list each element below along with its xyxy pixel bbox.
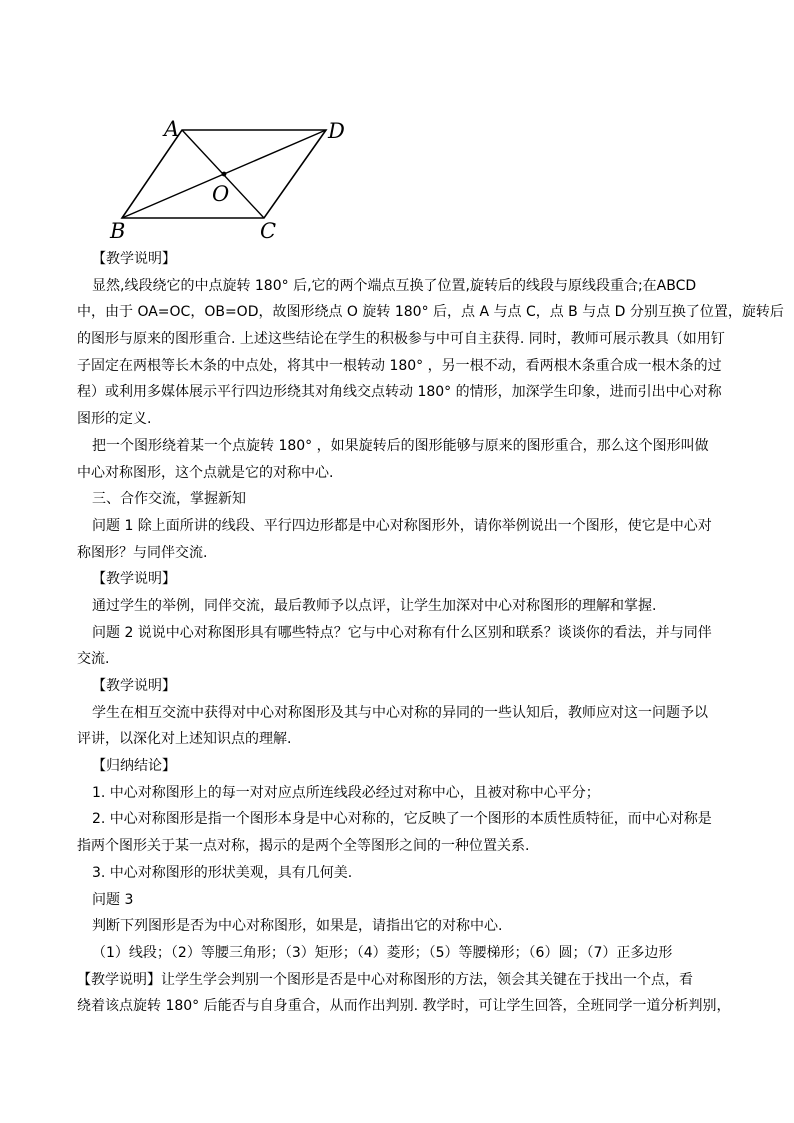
text-line: 通过学生的举例，同伴交流，最后教师予以点评，让学生加深对中心对称图形的理解和掌握. <box>92 597 657 614</box>
vertex-label-c: C <box>260 219 277 243</box>
text-line: 绕着该点旋转 180° 后能否与自身重合，从而作出判别. 教学时，可让学生回答，全班同学一道分析判别， <box>77 998 731 1015</box>
text-line: 子固定在两根等长木条的中点处，将其中一根转动 180° ，另一根不动，看两根木条重合成一根木条的过 <box>77 357 722 374</box>
text-line: 称图形？与同伴交流. <box>77 544 208 561</box>
text-line: 评讲，以深化对上述知识点的理解. <box>77 731 292 748</box>
text-line: 把一个图形绕着某一个点旋转 180° ，如果旋转后的图形能够与原来的图形重合，那么这个图形叫做 <box>92 437 709 454</box>
text-line: 指两个图形关于某一点对称，揭示的是两个全等图形之间的一种位置关系. <box>77 838 530 855</box>
vertex-label-d: D <box>328 119 345 143</box>
text-line: 中，由于 OA=OC，OB=OD，故图形绕点 O 旋转 180° 后，点 A 与点 C，点 B 与点 D 分别互换了位置，旋转后 <box>77 304 784 321</box>
text-line: 显然,线段绕它的中点旋转 180° 后,它的两个端点互换了位置,旋转后的线段与原线段重合;在ABCD <box>92 277 697 294</box>
parallelogram-figure <box>100 112 360 244</box>
text-line: （1）线段；（2）等腰三角形；（3）矩形；（4）菱形；（5）等腰梯形；（6）圆；（7）正多边形 <box>92 944 673 961</box>
text-line: 问题 3 <box>92 891 134 908</box>
text-line: 图形的定义. <box>77 411 152 428</box>
text-line: 2. 中心对称图形是指一个图形本身是中心对称的，它反映了一个图形的本质性质特征，而中心对称是 <box>92 811 712 828</box>
text-line: 三、合作交流，掌握新知 <box>92 491 246 508</box>
text-line: 【教学说明】让学生学会判别一个图形是否是中心对称图形的方法，领会其关键在于找出一个点，看 <box>77 971 693 988</box>
center-point-o <box>222 172 227 177</box>
document-body <box>77 246 784 1020</box>
text-line: 学生在相互交流中获得对中心对称图形及其与中心对称的异同的一些认知后，教师应对这一问题予以 <box>92 704 708 721</box>
text-line: 【教学说明】 <box>92 251 176 267</box>
text-line: 1. 中心对称图形上的每一对对应点所连线段必经过对称中心，且被对称中心平分； <box>92 784 600 801</box>
text-line: 问题 2 说说中心对称图形具有哪些特点？它与中心对称有什么区别和联系？谈谈你的看法，并与同伴 <box>92 624 712 641</box>
text-line: 判断下列图形是否为中心对称图形，如果是，请指出它的对称中心. <box>92 918 503 935</box>
text-line: 中心对称图形，这个点就是它的对称中心. <box>77 464 334 481</box>
text-line: 【归纳结论】 <box>92 758 176 775</box>
text-line: 的图形与原来的图形重合. 上述这些结论在学生的积极参与中可自主获得. 同时，教师可展示教具（如用钉 <box>77 331 725 348</box>
text-line: 交流. <box>77 651 110 668</box>
text-line: 【教学说明】 <box>92 678 176 694</box>
text-line: 问题 1 除上面所讲的线段、平行四边形都是中心对称图形外，请你举例说出一个图形，使它是中心对 <box>92 517 712 534</box>
parallelogram-diagram <box>100 112 360 244</box>
text-line: 程）或利用多媒体展示平行四边形绕其对角线交点转动 180° 的情形，加深学生印象，进而引出中心对称 <box>77 384 722 401</box>
center-label-o: O <box>212 182 230 206</box>
vertex-label-a: A <box>164 117 180 141</box>
text-line: 【教学说明】 <box>92 571 176 588</box>
vertex-label-b: B <box>110 219 126 243</box>
text-line: 3. 中心对称图形的形状美观，具有几何美. <box>92 864 353 881</box>
